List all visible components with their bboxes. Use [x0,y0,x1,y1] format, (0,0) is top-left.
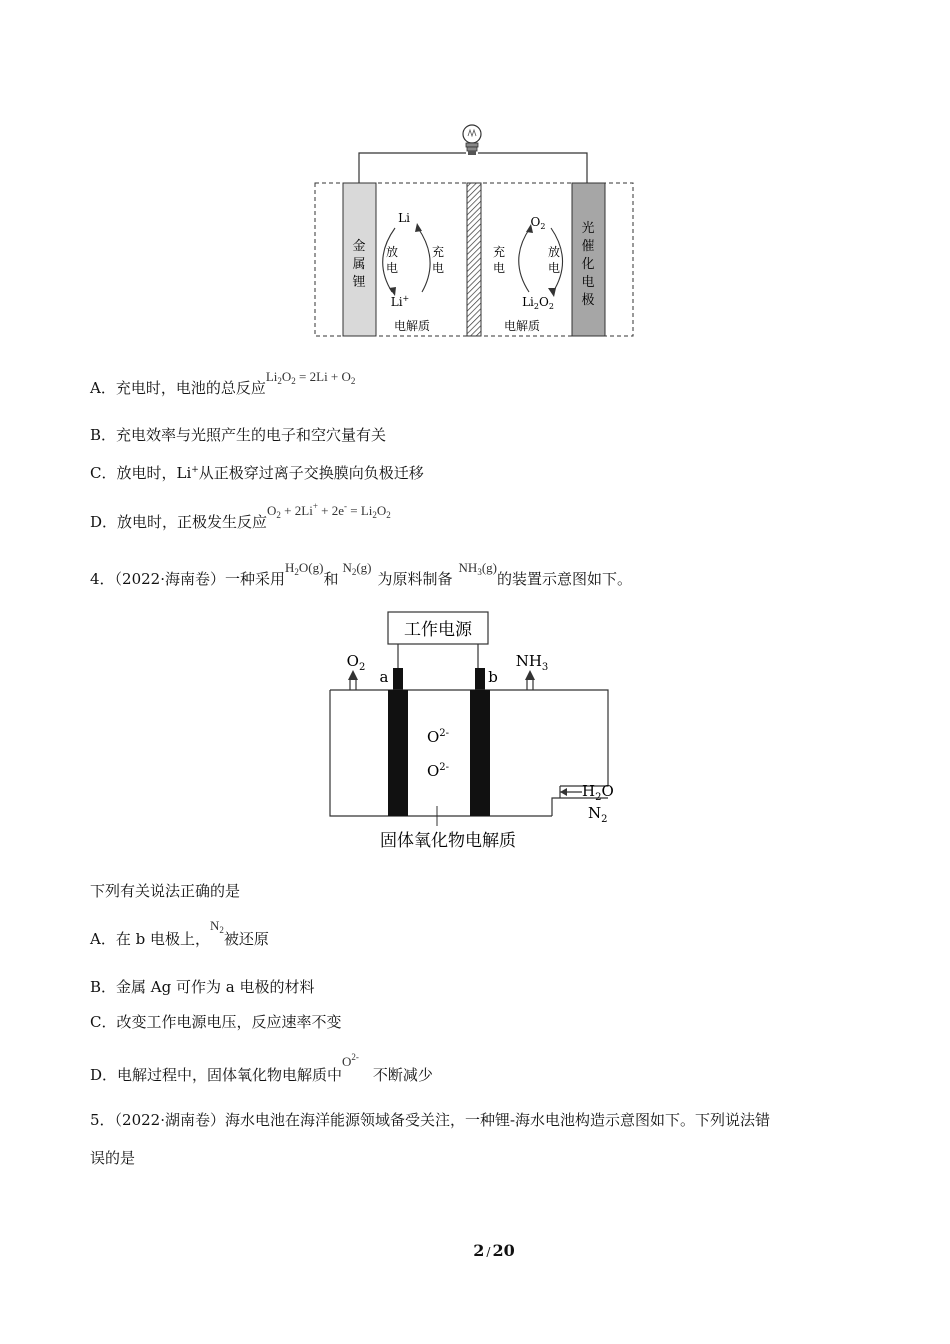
lightbulb-icon [463,125,481,155]
q3-option-c: C．放电时，Li+从正极穿过离子交换膜向负极迁移 [90,464,424,482]
discharge-char: 电 [547,261,561,275]
q3-option-d: D．放电时，正极发生反应$O_2 + 2Li^+ + 2e^- = Li_2O_2$ [90,501,391,531]
electrode-a-label: a [379,668,389,686]
discharge-char: 电 [385,261,399,275]
electrolyte-right: 电解质 [503,319,541,333]
electrode-b-label: b [488,668,498,686]
q4-option-c: C．改变工作电源电压，反应速率不变 [90,1013,342,1031]
right-electrode-char: 电 [581,275,595,290]
q5-stem-line1: 5．（2022·湖南卷）海水电池在海洋能源领域备受关注，一种锂-海水电池构造示意图如下。下列说法错 [90,1111,771,1129]
discharge-char: 放 [547,245,561,259]
li2o2-label: $Li_2O_2$ [522,295,554,311]
o2-label: $O_2$ [530,215,546,231]
n2-inlet-label: $N_2$ [588,804,608,825]
li-label: Li [398,211,410,225]
figure-li-o2-battery [300,110,650,345]
q3-option-d-formula: $O_2 + 2Li^+ + 2e^- = Li_2O_2$ [267,501,391,520]
power-source-label: 工作电源 [404,620,472,640]
q4-option-b: B．金属 Ag 可作为 a 电极的材料 [90,978,315,996]
q4-stem: 4．（2022·海南卷）一种采用$H_2O(g)$和$N_2(g)$为原料制备$NH_3(g)$的装置示意图如下。 [90,560,632,588]
li-ion-label: Li+ [390,294,410,309]
page-number: 2 / 20 [473,1241,515,1260]
q4-option-a: A．在 b 电极上，$N_2$被还原 [90,918,269,948]
left-electrode-char: 属 [352,257,366,272]
o2-outlet-label: $O_2$ [346,652,366,673]
figure-electrolysis-cell [320,608,630,858]
electrolyte-left: 电解质 [393,319,431,333]
right-electrode-char: 催 [581,239,595,254]
q4-lead: 下列有关说法正确的是 [90,882,241,900]
q5-stem-line2: 误的是 [90,1149,136,1167]
right-electrode-char: 化 [581,257,595,272]
right-electrode-char: 光 [581,221,595,236]
discharge-char: 放 [385,245,399,259]
h2o-inlet-label: $H_2O$ [582,782,614,803]
left-electrode-char: 锂 [352,275,366,290]
electrolyte-label: 固体氧化物电解质 [380,831,516,851]
q3-option-b: B．充电效率与光照产生的电子和空穴量有关 [90,426,387,444]
charge-char: 电 [431,261,445,275]
charge-char: 充 [431,245,445,259]
left-electrode-char: 金 [352,239,366,254]
right-electrode-char: 极 [581,293,595,308]
charge-char: 电 [492,261,506,275]
q3-option-a: A．充电时，电池的总反应$Li_2O_2 = 2Li + O_2$ [90,369,356,397]
charge-char: 充 [492,245,506,259]
oxide-ion-label: $O^{2-}$ [426,762,450,780]
q3-option-a-formula: $Li_2O_2 = 2Li + O_2$ [265,369,356,386]
q4-option-d: D．电解过程中，固体氧化物电解质中$O^{2-}$不断减少 [90,1052,433,1084]
oxide-ion-label: $O^{2-}$ [426,728,450,746]
nh3-outlet-label: $NH_3$ [515,652,549,673]
